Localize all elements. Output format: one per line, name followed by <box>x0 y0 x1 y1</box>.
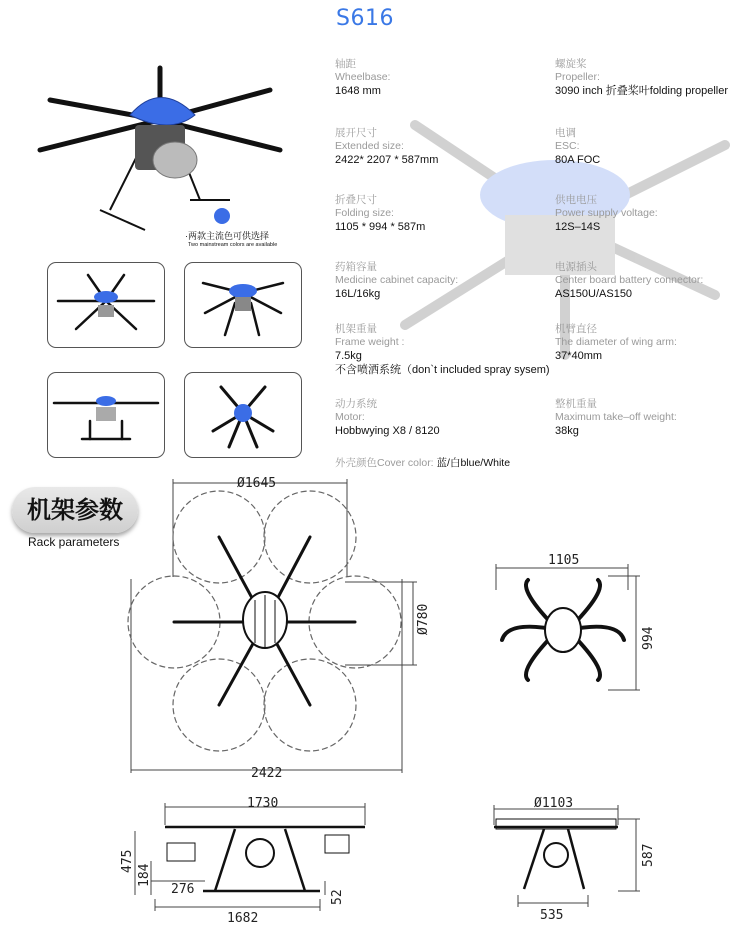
spec-label-en: Propeller: <box>555 71 600 83</box>
cover-color <box>335 455 510 470</box>
spec-frame-weight <box>335 323 550 377</box>
blue-color-swatch <box>214 208 230 224</box>
drone-thumbnail-image <box>48 373 164 457</box>
spec-value: 16L/16kg <box>335 288 381 300</box>
dimension-side-h3: 52 <box>330 889 345 905</box>
spec-label-cn: 螺旋桨 <box>555 58 587 70</box>
spec-note: 不含喷洒系统（don`t included spray sysem) <box>335 364 550 376</box>
dimension-sfold-base: 535 <box>540 908 564 923</box>
spec-propeller <box>555 58 728 98</box>
spec-label-en: Motor: <box>335 411 365 423</box>
spec-takeoff-weight <box>555 398 677 438</box>
spec-label-en: Maximum take–off weight: <box>555 411 677 423</box>
spec-medicine-capacity <box>335 261 458 301</box>
spec-value: Hobbwying X8 / 8120 <box>335 425 440 437</box>
folded-top-view-diagram <box>488 550 663 710</box>
dimension-side-total: 1682 <box>227 911 259 926</box>
dimension-fold-height: 994 <box>641 626 656 650</box>
spec-label-cn: 供电电压 <box>555 194 597 206</box>
spec-label-en: Center board battery connector: <box>555 274 704 286</box>
spec-label-cn: 电调 <box>555 127 576 139</box>
spec-label-cn: 药箱容量 <box>335 261 377 273</box>
drone-thumbnail-angle <box>184 262 302 348</box>
spec-label-en: Frame weight : <box>335 336 405 348</box>
cover-color-value: 蓝/白blue/White <box>433 457 511 469</box>
spec-label-en: ESC: <box>555 140 580 152</box>
dimension-sfold-height: 587 <box>641 843 656 867</box>
spec-label-cn: 折叠尺寸 <box>335 194 377 206</box>
drone-thumbnail-image <box>48 263 164 347</box>
spec-label-en: Extended size: <box>335 140 404 152</box>
product-title: S616 <box>336 6 394 31</box>
spec-power-voltage <box>555 194 658 234</box>
spec-value: 7.5kg <box>335 350 362 362</box>
extended-side-view-diagram <box>115 795 385 926</box>
drone-thumbnail-side <box>47 372 165 458</box>
spec-label-cn: 动力系统 <box>335 398 377 410</box>
drone-thumbnail-image <box>185 373 301 457</box>
spec-label-cn: 轴距 <box>335 58 356 70</box>
drone-thumbnail-image <box>185 263 301 347</box>
spec-label-en: Wheelbase: <box>335 71 391 83</box>
spec-label-cn: 展开尺寸 <box>335 127 377 139</box>
spec-label-cn: 电源插头 <box>555 261 597 273</box>
cover-color-label: 外壳颜色Cover color: <box>335 457 434 469</box>
spec-label-cn: 机臂直径 <box>555 323 597 335</box>
spec-value: 1648 mm <box>335 85 381 97</box>
spec-value: 1105 * 994 * 587m <box>335 221 426 233</box>
spec-label-en: The diameter of wing arm: <box>555 336 677 348</box>
dimension-side-h2: 184 <box>137 863 152 887</box>
rack-parameters-subtitle: Rack parameters <box>28 535 120 549</box>
dimension-top-height: Ø780 <box>416 603 431 635</box>
spec-arm-diameter <box>555 323 677 363</box>
spec-motor <box>335 398 440 438</box>
dimension-side-width: 1730 <box>247 796 279 811</box>
spec-label-en: Medicine cabinet capacity: <box>335 274 459 286</box>
spec-value: 3090 inch 折叠桨叶folding propeller <box>555 85 729 97</box>
colors-caption-cn: ·两款主流色可供选择 <box>185 231 269 241</box>
spec-value: 80A FOC <box>555 154 601 166</box>
dimension-sfold-width: Ø1103 <box>534 796 574 811</box>
spec-value: AS150U/AS150 <box>555 288 633 300</box>
drone-hero-image <box>30 60 290 250</box>
spec-label-cn: 整机重量 <box>555 398 597 410</box>
spec-label-en: Power supply voltage: <box>555 207 658 219</box>
dimension-top-width: Ø1645 <box>237 476 277 491</box>
spec-folding-size <box>335 194 425 234</box>
colors-caption-en: Two mainstream colors are available <box>188 242 278 248</box>
spec-value: 38kg <box>555 425 579 437</box>
dimension-side-h1: 475 <box>120 849 135 873</box>
dimension-fold-width: 1105 <box>548 553 580 568</box>
spec-value: 12S–14S <box>555 221 601 233</box>
folded-side-view-diagram <box>488 795 660 926</box>
spec-value: 37*40mm <box>555 350 603 362</box>
spec-wheelbase <box>335 58 390 98</box>
spec-value: 2422* 2207 * 587mm <box>335 154 439 166</box>
spec-label-en: Folding size: <box>335 207 394 219</box>
spec-label-cn: 机架重量 <box>335 323 377 335</box>
rack-parameters-heading: 机架参数 <box>12 487 138 533</box>
dimension-side-w2: 276 <box>171 882 195 897</box>
dimension-top-total: 2422 <box>251 766 283 781</box>
drone-thumbnail-folded <box>184 372 302 458</box>
drone-thumbnail-front <box>47 262 165 348</box>
spec-battery-connector <box>555 261 703 301</box>
extended-top-view-diagram <box>125 475 431 785</box>
spec-esc <box>555 127 600 167</box>
spec-extended-size <box>335 127 438 167</box>
